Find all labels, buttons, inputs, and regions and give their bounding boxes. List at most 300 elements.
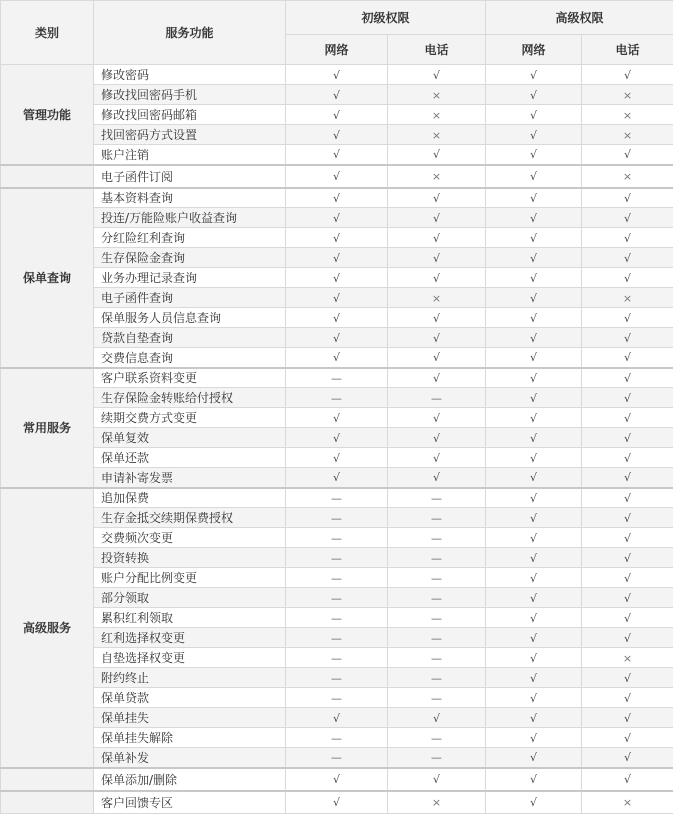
permission-cell (582, 668, 673, 688)
permission-cell (286, 608, 388, 628)
permission-cell (582, 588, 673, 608)
permission-cell (486, 165, 582, 188)
permission-cell (286, 105, 388, 125)
table-row (1, 448, 673, 468)
permission-cell (388, 668, 486, 688)
feature-cell: 红利选择权变更 (94, 628, 286, 648)
dash-icon: — (331, 751, 342, 765)
permission-cell (388, 508, 486, 528)
feature-cell: 投资转换 (94, 548, 286, 568)
table-row (1, 328, 673, 348)
check-icon: √ (332, 231, 340, 245)
check-icon: √ (332, 128, 340, 142)
permission-cell (388, 708, 486, 728)
permission-cell (486, 768, 582, 791)
permission-cell (388, 165, 486, 188)
check-icon: √ (530, 471, 538, 485)
dash-icon: — (431, 551, 442, 565)
feature-cell: 附约终止 (94, 668, 286, 688)
feature-cell: 基本资料查询 (94, 188, 286, 208)
permission-cell (388, 85, 486, 105)
check-icon: √ (624, 148, 632, 162)
check-icon: √ (433, 148, 441, 162)
table-row (1, 125, 673, 145)
dash-icon: — (431, 731, 442, 745)
permission-cell (286, 228, 388, 248)
permission-cell (286, 388, 388, 408)
permission-cell (388, 608, 486, 628)
check-icon: √ (624, 411, 632, 425)
table-row (1, 608, 673, 628)
check-icon: √ (624, 491, 632, 505)
category-cell (1, 768, 94, 791)
cross-icon: × (622, 108, 633, 122)
permission-cell (486, 568, 582, 588)
feature-cell: 分红险红利查询 (94, 228, 286, 248)
permission-cell (486, 268, 582, 288)
permission-cell (486, 528, 582, 548)
permission-cell (486, 85, 582, 105)
check-icon: √ (624, 391, 632, 405)
dash-icon: — (431, 531, 442, 545)
check-icon: √ (624, 631, 632, 645)
permission-cell (582, 145, 673, 165)
permission-cell (286, 548, 388, 568)
permission-cell (486, 448, 582, 468)
feature-cell: 保单复效 (94, 428, 286, 448)
header-advanced-permission: 高级权限 (486, 1, 673, 35)
table-row (1, 468, 673, 488)
feature-cell: 业务办理记录查询 (94, 268, 286, 288)
dash-icon: — (331, 491, 342, 505)
check-icon: √ (332, 773, 340, 786)
permission-cell (486, 328, 582, 348)
check-icon: √ (433, 331, 441, 345)
permission-cell (286, 448, 388, 468)
feature-cell: 保单挂失解除 (94, 728, 286, 748)
permission-cell (582, 768, 673, 791)
check-icon: √ (332, 451, 340, 465)
permission-cell (286, 328, 388, 348)
permission-cell (388, 228, 486, 248)
check-icon: √ (332, 431, 340, 445)
permission-cell (582, 648, 673, 668)
check-icon: √ (332, 148, 340, 162)
permission-cell (486, 668, 582, 688)
dash-icon: — (431, 671, 442, 685)
feature-cell: 部分领取 (94, 588, 286, 608)
permission-cell (286, 288, 388, 308)
category-cell (1, 165, 94, 188)
permission-cell (388, 428, 486, 448)
permission-cell (286, 208, 388, 228)
dash-icon: — (431, 751, 442, 765)
permission-cell (388, 308, 486, 328)
check-icon: √ (433, 351, 441, 365)
feature-cell: 保单补发 (94, 748, 286, 768)
check-icon: √ (624, 271, 632, 285)
check-icon: √ (530, 371, 538, 385)
permission-cell (486, 708, 582, 728)
permission-cell (486, 648, 582, 668)
check-icon: √ (530, 611, 538, 625)
feature-cell: 贷款自垫查询 (94, 328, 286, 348)
permission-cell (582, 548, 673, 568)
check-icon: √ (624, 711, 632, 725)
check-icon: √ (624, 471, 632, 485)
permission-cell (582, 368, 673, 388)
check-icon: √ (530, 431, 538, 445)
check-icon: √ (624, 451, 632, 465)
permission-cell (486, 145, 582, 165)
permission-cell (582, 288, 673, 308)
permission-cell (486, 468, 582, 488)
check-icon: √ (433, 471, 441, 485)
table-row (1, 708, 673, 728)
dash-icon: — (431, 571, 442, 585)
check-icon: √ (530, 391, 538, 405)
table-row (1, 728, 673, 748)
table-body (1, 65, 673, 814)
permission-cell (388, 528, 486, 548)
permission-cell (286, 348, 388, 368)
permission-cell (486, 228, 582, 248)
permission-cell (388, 248, 486, 268)
check-icon: √ (530, 311, 538, 325)
cross-icon: × (622, 796, 633, 810)
feature-cell: 找回密码方式设置 (94, 125, 286, 145)
table-row (1, 248, 673, 268)
check-icon: √ (530, 651, 538, 665)
check-icon: √ (530, 231, 538, 245)
permission-cell (388, 688, 486, 708)
permission-cell (582, 388, 673, 408)
permission-cell (286, 668, 388, 688)
permission-cell (388, 568, 486, 588)
check-icon: √ (530, 331, 538, 345)
table-row (1, 288, 673, 308)
header-category: 类别 (1, 1, 94, 65)
check-icon: √ (624, 773, 632, 786)
check-icon: √ (433, 411, 441, 425)
permission-cell (286, 188, 388, 208)
dash-icon: — (331, 371, 342, 385)
dash-icon: — (431, 391, 442, 405)
check-icon: √ (433, 68, 441, 82)
table-row (1, 488, 673, 508)
cross-icon: × (622, 291, 633, 305)
check-icon: √ (624, 311, 632, 325)
check-icon: √ (530, 170, 538, 183)
table-row (1, 408, 673, 428)
permission-cell (286, 268, 388, 288)
cross-icon: × (431, 170, 442, 183)
permission-cell (486, 368, 582, 388)
permission-cell (388, 488, 486, 508)
permission-cell (286, 568, 388, 588)
table-row (1, 65, 673, 85)
permission-cell (582, 791, 673, 814)
feature-cell: 账户分配比例变更 (94, 568, 286, 588)
permission-cell (486, 548, 582, 568)
table-row (1, 748, 673, 768)
check-icon: √ (624, 251, 632, 265)
permission-cell (486, 428, 582, 448)
check-icon: √ (624, 751, 632, 765)
check-icon: √ (530, 511, 538, 525)
feature-cell: 交费频次变更 (94, 528, 286, 548)
permission-cell (582, 228, 673, 248)
permission-cell (486, 208, 582, 228)
check-icon: √ (433, 773, 441, 786)
check-icon: √ (433, 711, 441, 725)
cross-icon: × (622, 170, 633, 183)
check-icon: √ (530, 351, 538, 365)
permission-cell (286, 628, 388, 648)
check-icon: √ (332, 211, 340, 225)
category-cell (1, 791, 94, 814)
cross-icon: × (431, 796, 442, 810)
permission-cell (286, 428, 388, 448)
check-icon: √ (530, 271, 538, 285)
permission-cell (582, 448, 673, 468)
permission-cell (388, 145, 486, 165)
feature-cell: 生存金抵交续期保费授权 (94, 508, 286, 528)
permission-cell (582, 708, 673, 728)
feature-cell: 交费信息查询 (94, 348, 286, 368)
permission-cell (388, 548, 486, 568)
cross-icon: × (431, 128, 442, 142)
permission-cell (388, 348, 486, 368)
permission-cell (388, 328, 486, 348)
feature-cell: 保单贷款 (94, 688, 286, 708)
check-icon: √ (530, 88, 538, 102)
dash-icon: — (431, 691, 442, 705)
permission-cell (486, 248, 582, 268)
table-row (1, 588, 673, 608)
permission-cell (582, 688, 673, 708)
permission-cell (388, 268, 486, 288)
check-icon: √ (624, 351, 632, 365)
permission-cell (486, 308, 582, 328)
permission-cell (286, 408, 388, 428)
check-icon: √ (530, 411, 538, 425)
table-row (1, 648, 673, 668)
permission-cell (286, 508, 388, 528)
permission-cell (582, 728, 673, 748)
feature-cell: 电子函件查询 (94, 288, 286, 308)
permission-cell (486, 728, 582, 748)
dash-icon: — (331, 591, 342, 605)
header-basic-permission: 初级权限 (286, 1, 486, 35)
check-icon: √ (332, 331, 340, 345)
table-row (1, 208, 673, 228)
check-icon: √ (624, 731, 632, 745)
feature-cell: 自垫选择权变更 (94, 648, 286, 668)
permission-cell (388, 628, 486, 648)
dash-icon: — (331, 391, 342, 405)
permission-cell (486, 628, 582, 648)
cross-icon: × (622, 651, 633, 665)
permission-cell (582, 308, 673, 328)
dash-icon: — (431, 591, 442, 605)
check-icon: √ (332, 471, 340, 485)
table-row (1, 308, 673, 328)
cross-icon: × (622, 88, 633, 102)
permission-cell (486, 488, 582, 508)
dash-icon: — (331, 531, 342, 545)
check-icon: √ (624, 511, 632, 525)
permission-cell (582, 85, 673, 105)
permission-cell (286, 165, 388, 188)
permission-cell (388, 768, 486, 791)
dash-icon: — (331, 611, 342, 625)
check-icon: √ (624, 551, 632, 565)
table-row (1, 628, 673, 648)
permission-cell (582, 608, 673, 628)
permission-cell (388, 448, 486, 468)
feature-cell: 生存保险金转账给付授权 (94, 388, 286, 408)
check-icon: √ (530, 191, 538, 205)
permission-cell (582, 348, 673, 368)
check-icon: √ (530, 751, 538, 765)
check-icon: √ (624, 531, 632, 545)
permission-cell (388, 728, 486, 748)
permission-cell (388, 388, 486, 408)
feature-cell: 客户回馈专区 (94, 791, 286, 814)
check-icon: √ (530, 731, 538, 745)
permission-cell (286, 748, 388, 768)
category-cell: 常用服务 (1, 368, 94, 488)
permission-cell (582, 125, 673, 145)
permission-cell (286, 528, 388, 548)
feature-cell: 投连/万能险账户收益查询 (94, 208, 286, 228)
check-icon: √ (332, 108, 340, 122)
feature-cell: 保单还款 (94, 448, 286, 468)
table-row (1, 348, 673, 368)
table-row (1, 508, 673, 528)
permission-cell (286, 85, 388, 105)
check-icon: √ (332, 711, 340, 725)
check-icon: √ (624, 671, 632, 685)
check-icon: √ (530, 571, 538, 585)
check-icon: √ (530, 291, 538, 305)
permission-cell (286, 125, 388, 145)
permission-cell (286, 791, 388, 814)
permission-cell (388, 65, 486, 85)
check-icon: √ (624, 211, 632, 225)
feature-cell: 申请补寄发票 (94, 468, 286, 488)
permission-cell (388, 748, 486, 768)
dash-icon: — (331, 551, 342, 565)
permission-cell (286, 728, 388, 748)
dash-icon: — (331, 671, 342, 685)
cross-icon: × (431, 108, 442, 122)
check-icon: √ (332, 291, 340, 305)
check-icon: √ (332, 251, 340, 265)
check-icon: √ (433, 271, 441, 285)
permission-cell (286, 708, 388, 728)
permission-cell (388, 188, 486, 208)
dash-icon: — (431, 491, 442, 505)
table-row (1, 791, 673, 814)
permission-cell (582, 268, 673, 288)
check-icon: √ (624, 68, 632, 82)
table-row (1, 368, 673, 388)
feature-cell: 账户注销 (94, 145, 286, 165)
permission-cell (388, 408, 486, 428)
cross-icon: × (431, 291, 442, 305)
permission-cell (582, 188, 673, 208)
check-icon: √ (530, 128, 538, 142)
permission-cell (388, 368, 486, 388)
check-icon: √ (530, 711, 538, 725)
feature-cell: 修改密码 (94, 65, 286, 85)
table-row (1, 145, 673, 165)
table-row (1, 428, 673, 448)
table-row (1, 228, 673, 248)
table-row (1, 568, 673, 588)
permission-cell (582, 488, 673, 508)
check-icon: √ (433, 231, 441, 245)
check-icon: √ (530, 108, 538, 122)
permission-cell (486, 508, 582, 528)
check-icon: √ (624, 231, 632, 245)
permission-cell (582, 628, 673, 648)
permission-cell (486, 608, 582, 628)
check-icon: √ (530, 251, 538, 265)
permission-cell (286, 368, 388, 388)
feature-cell: 客户联系资料变更 (94, 368, 286, 388)
table-row (1, 548, 673, 568)
check-icon: √ (433, 191, 441, 205)
table-row (1, 105, 673, 125)
permission-cell (486, 388, 582, 408)
check-icon: √ (530, 671, 538, 685)
feature-cell: 续期交费方式变更 (94, 408, 286, 428)
check-icon: √ (624, 611, 632, 625)
permission-cell (286, 248, 388, 268)
category-cell: 保单查询 (1, 188, 94, 368)
check-icon: √ (530, 551, 538, 565)
permission-cell (286, 308, 388, 328)
feature-cell: 保单服务人员信息查询 (94, 308, 286, 328)
permission-cell (388, 648, 486, 668)
table-row (1, 768, 673, 791)
permission-cell (388, 105, 486, 125)
check-icon: √ (332, 411, 340, 425)
dash-icon: — (331, 571, 342, 585)
permission-cell (388, 468, 486, 488)
permission-cell (388, 125, 486, 145)
check-icon: √ (530, 591, 538, 605)
permission-cell (286, 468, 388, 488)
feature-cell: 修改找回密码邮箱 (94, 105, 286, 125)
permission-cell (486, 288, 582, 308)
dash-icon: — (431, 611, 442, 625)
header-feature: 服务功能 (94, 1, 286, 65)
check-icon: √ (624, 191, 632, 205)
permission-cell (388, 288, 486, 308)
permission-cell (582, 528, 673, 548)
header-advanced-phone: 电话 (582, 35, 673, 65)
permission-cell (486, 408, 582, 428)
check-icon: √ (624, 691, 632, 705)
check-icon: √ (332, 88, 340, 102)
check-icon: √ (332, 796, 340, 810)
check-icon: √ (332, 170, 340, 183)
header-advanced-web: 网络 (486, 35, 582, 65)
